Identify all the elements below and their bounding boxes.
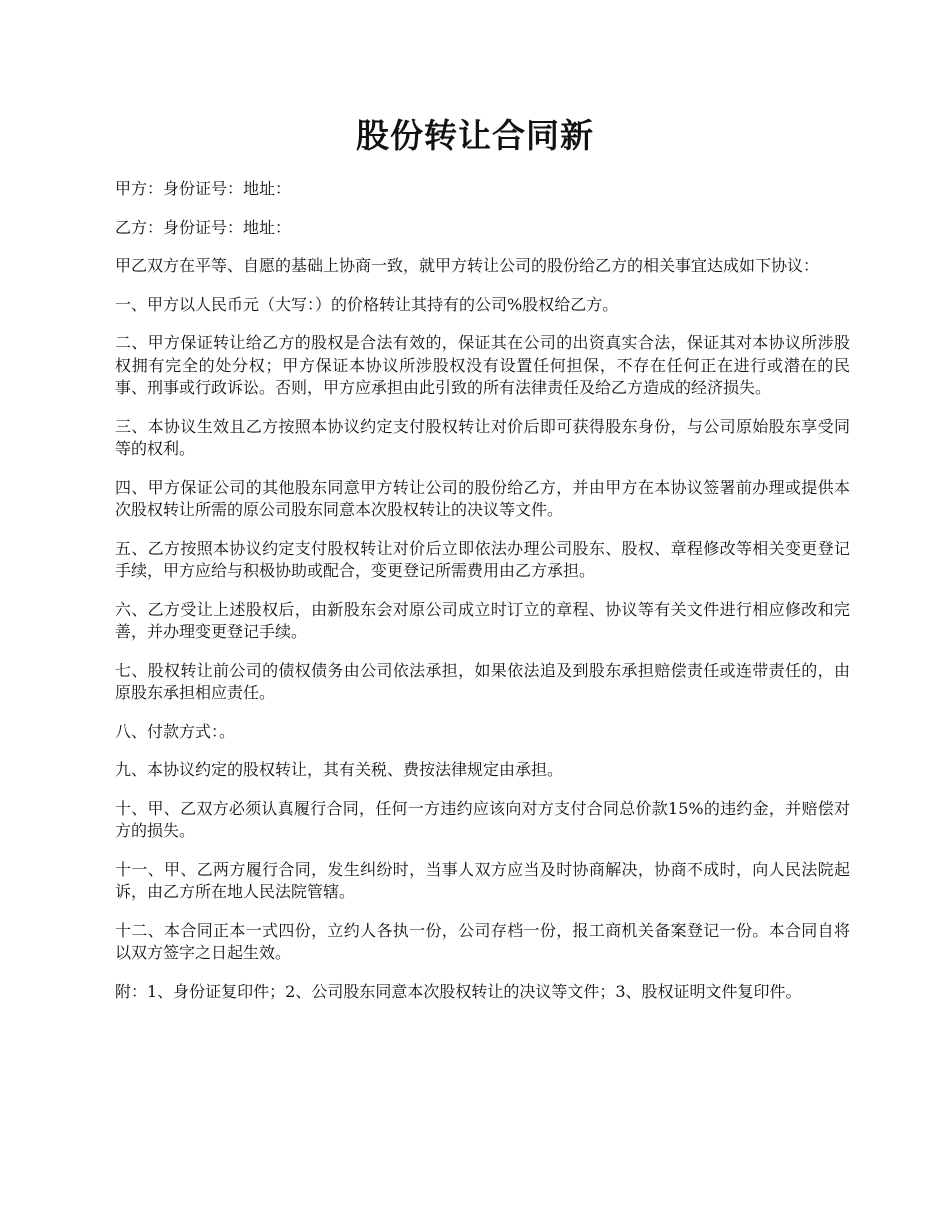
clause-8: 八、付款方式：。: [115, 721, 236, 741]
clause-4: 四、甲方保证公司的其他股东同意甲方转让公司的股份给乙方，并由甲方在本协议签署前办理或提供本次股权转让所需的原公司股东同意本次股权转让的决议等文件。: [115, 477, 850, 519]
clause-6: 六、乙方受让上述股权后，由新股东会对原公司成立时订立的章程、协议等有关文件进行相应修改和完善，并办理变更登记手续。: [115, 599, 850, 641]
clause-7: 七、股权转让前公司的债权债务由公司依法承担，如果依法追及到股东承担赔偿责任或连带责任的，由原股东承担相应责任。: [115, 660, 850, 702]
clause-9: 九、本协议约定的股权转让，其有关税、费按法律规定由承担。: [115, 760, 564, 779]
attachments: 附：1、身份证复印件；2、公司股东同意本次股权转让的决议等文件；3、股权证明文件复印件。: [115, 981, 802, 1001]
paragraph-preamble: 甲乙双方在平等、自愿的基础上协商一致，就甲方转让公司的股份给乙方的相关事宜达成如下协议：: [115, 256, 820, 275]
page-title: 股份转让合同新: [356, 116, 594, 155]
paragraph-party-b: 乙方：身份证号：地址：: [115, 217, 292, 237]
clause-12: 十二、本合同正本一式四份，立约人各执一份，公司存档一份，报工商机关备案登记一份。本合同自将以双方签字之日起生效。: [115, 920, 850, 962]
clause-11: 十一、甲、乙两方履行合同，发生纠纷时，当事人双方应当及时协商解决，协商不成时，向人民法院起诉，由乙方所在地人民法院管辖。: [115, 859, 850, 901]
clause-1: 一、甲方以人民币元（大写：）的价格转让其持有的公司%股权给乙方。: [115, 294, 619, 314]
clause-3: 三、本协议生效且乙方按照本协议约定支付股权转让对价后即可获得股东身份，与公司原始股东享受同等的权利。: [115, 416, 850, 458]
clause-2: 二、甲方保证转让给乙方的股权是合法有效的，保证其在公司的出资真实合法，保证其对本协议所涉股权拥有完全的处分权；甲方保证本协议所涉股权没有设置任何担保，不存在任何正在进行或潜在的民事、刑事或行政诉讼。否则，甲方应承担由此引致的所有法律责任及给乙方造成的经济损失。: [115, 333, 850, 397]
document-body: [115, 178, 850, 1019]
clause-10: 十、甲、乙双方必须认真履行合同，任何一方违约应该向对方支付合同总价款15%的违约金，并赔偿对方的损失。: [115, 798, 850, 840]
paragraph-party-a: 甲方：身份证号：地址：: [115, 179, 292, 198]
clause-5: 五、乙方按照本协议约定支付股权转让对价后立即依法办理公司股东、股权、章程修改等相关变更登记手续，甲方应给与积极协助或配合，变更登记所需费用由乙方承担。: [115, 538, 850, 580]
